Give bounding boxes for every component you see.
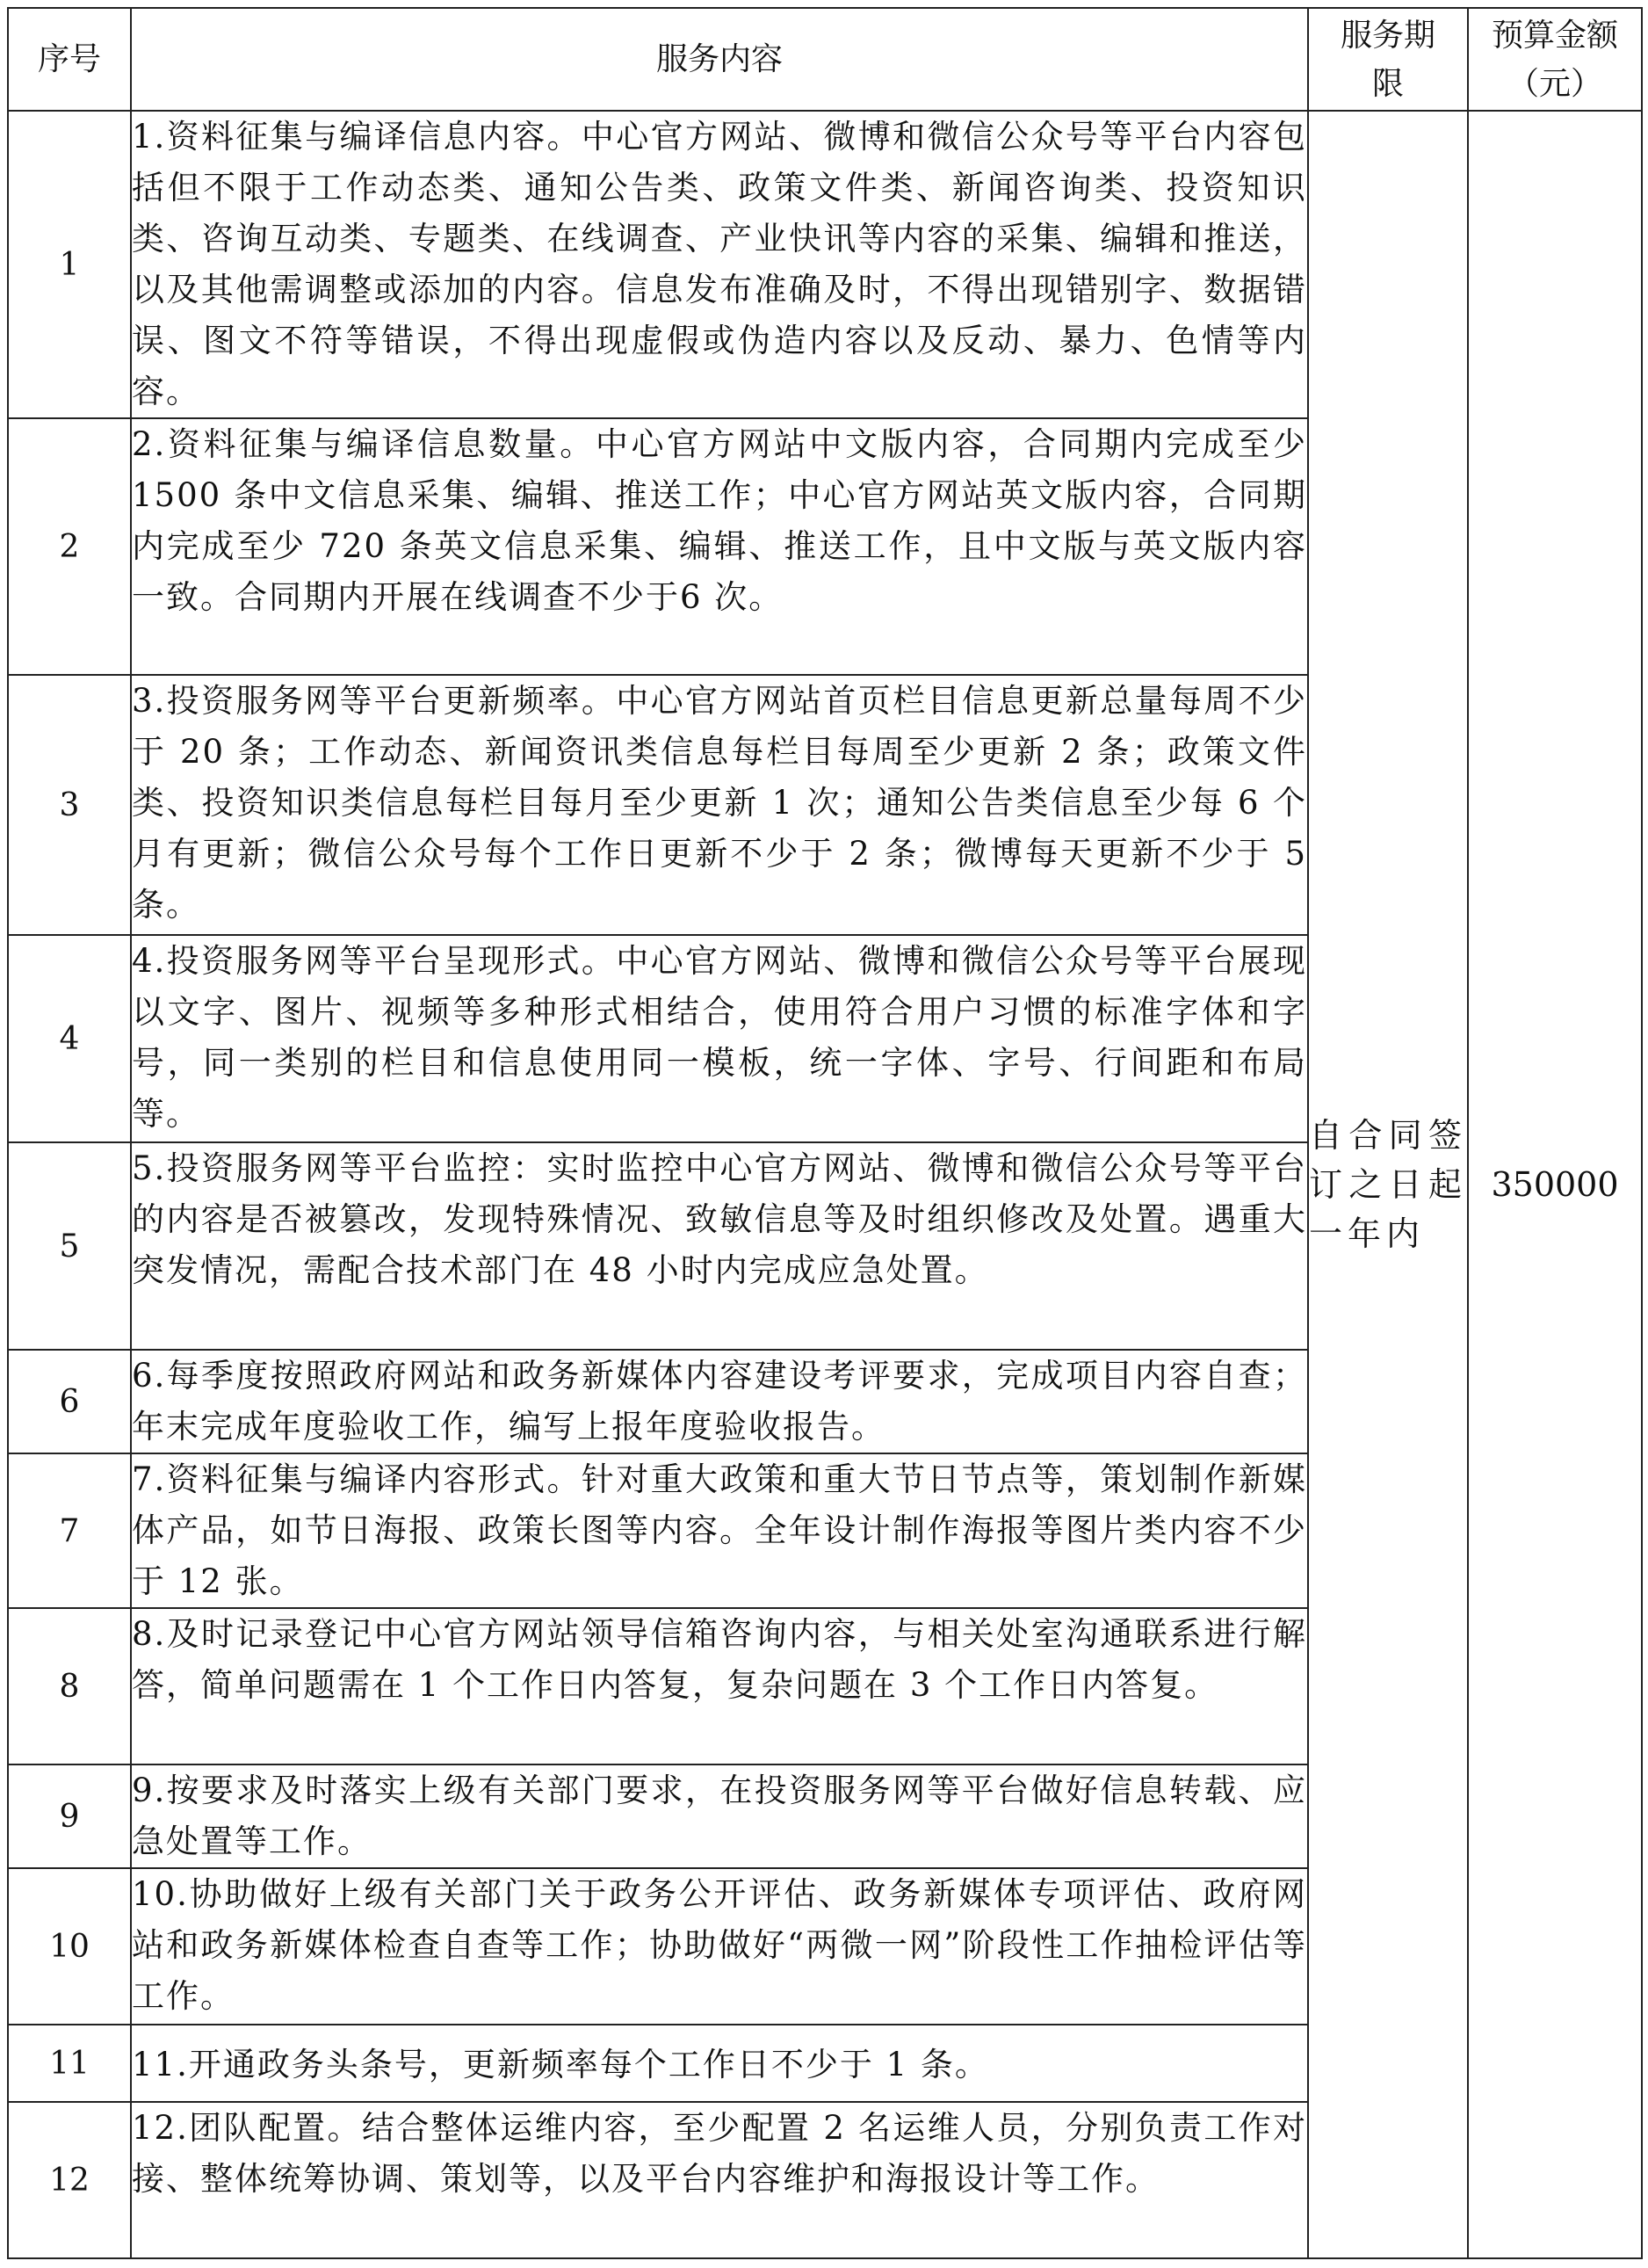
row-content: 1.资料征集与编译信息内容。中心官方网站、微博和微信公众号等平台内容包括但不限于工作动态类、通知公告类、政策文件类、新闻咨询类、投资知识类、咨询互动类、专题类、在线调查、产业快讯等内容的采集、编辑和推送，以及其他需调整或添加的内容。信息发布准确及时，不得出现错别字、数据错误、图文不符等错误，不得出现虚假或伪造内容以及反动、暴力、色情等内容。 xyxy=(131,111,1308,418)
row-content: 10.协助做好上级有关部门关于政务公开评估、政务新媒体专项评估、政府网站和政务新媒体检查自查等工作；协助做好“两微一网”阶段性工作抽检评估等工作。 xyxy=(131,1868,1308,2025)
row-number: 7 xyxy=(8,1453,131,1608)
row-content: 11.开通政务头条号，更新频率每个工作日不少于 1 条。 xyxy=(131,2025,1308,2102)
budget-cell xyxy=(1468,111,1642,2258)
row-number: 11 xyxy=(8,2025,131,2102)
service-term: 自合同签订之日起一年内 xyxy=(1309,1116,1467,1253)
service-term-cell xyxy=(1308,111,1468,2258)
header-term: 服务期限 xyxy=(1308,8,1468,111)
row-number: 5 xyxy=(8,1142,131,1350)
row-content: 7.资料征集与编译内容形式。针对重大政策和重大节日节点等，策划制作新媒体产品，如节日海报、政策长图等内容。全年设计制作海报等图片类内容不少于 12 张。 xyxy=(131,1453,1308,1608)
header-budget: 预算金额（元） xyxy=(1468,8,1642,111)
row-number: 4 xyxy=(8,935,131,1142)
row-content: 4.投资服务网等平台呈现形式。中心官方网站、微博和微信公众号等平台展现以文字、图片、视频等多种形式相结合，使用符合用户习惯的标准字体和字号，同一类别的栏目和信息使用同一模板，统一字体、字号、行间距和布局等。 xyxy=(131,935,1308,1142)
row-number: 8 xyxy=(8,1608,131,1764)
header-no: 序号 xyxy=(8,8,131,111)
row-content: 5.投资服务网等平台监控：实时监控中心官方网站、微博和微信公众号等平台的内容是否被篡改，发现特殊情况、致敏信息等及时组织修改及处置。遇重大突发情况，需配合技术部门在 48 小时内完成应急处置。 xyxy=(131,1142,1308,1350)
budget-amount: 350000 xyxy=(1491,1165,1619,1204)
row-content: 6.每季度按照政府网站和政务新媒体内容建设考评要求，完成项目内容自查；年末完成年度验收工作，编写上报年度验收报告。 xyxy=(131,1350,1308,1453)
row-number: 1 xyxy=(8,111,131,418)
row-number: 3 xyxy=(8,675,131,935)
table-row xyxy=(8,111,1642,418)
row-number: 6 xyxy=(8,1350,131,1453)
row-content: 8.及时记录登记中心官方网站领导信箱咨询内容，与相关处室沟通联系进行解答，简单问题需在 1 个工作日内答复，复杂问题在 3 个工作日内答复。 xyxy=(131,1608,1308,1764)
header-content: 服务内容 xyxy=(131,8,1308,111)
service-table xyxy=(7,7,1643,2259)
row-number: 9 xyxy=(8,1764,131,1868)
row-content: 12.团队配置。结合整体运维内容，至少配置 2 名运维人员，分别负责工作对接、整体统筹协调、策划等，以及平台内容维护和海报设计等工作。 xyxy=(131,2102,1308,2258)
header-row xyxy=(8,8,1642,111)
row-number: 2 xyxy=(8,418,131,675)
row-content: 9.按要求及时落实上级有关部门要求，在投资服务网等平台做好信息转载、应急处置等工作。 xyxy=(131,1764,1308,1868)
row-content: 3.投资服务网等平台更新频率。中心官方网站首页栏目信息更新总量每周不少于 20 条；工作动态、新闻资讯类信息每栏目每周至少更新 2 条；政策文件类、投资知识类信息每栏目每月至少更新 1 次；通知公告类信息至少每 6 个月有更新；微信公众号每个工作日更新不少于 2 条；微博每天更新不少于 5 条。 xyxy=(131,675,1308,935)
row-content: 2.资料征集与编译信息数量。中心官方网站中文版内容，合同期内完成至少 1500 条中文信息采集、编辑、推送工作；中心官方网站英文版内容，合同期内完成至少 720 条英文信息采集、编辑、推送工作，且中文版与英文版内容一致。合同期内开展在线调查不少于6 次。 xyxy=(131,418,1308,675)
row-number: 10 xyxy=(8,1868,131,2025)
row-number: 12 xyxy=(8,2102,131,2258)
